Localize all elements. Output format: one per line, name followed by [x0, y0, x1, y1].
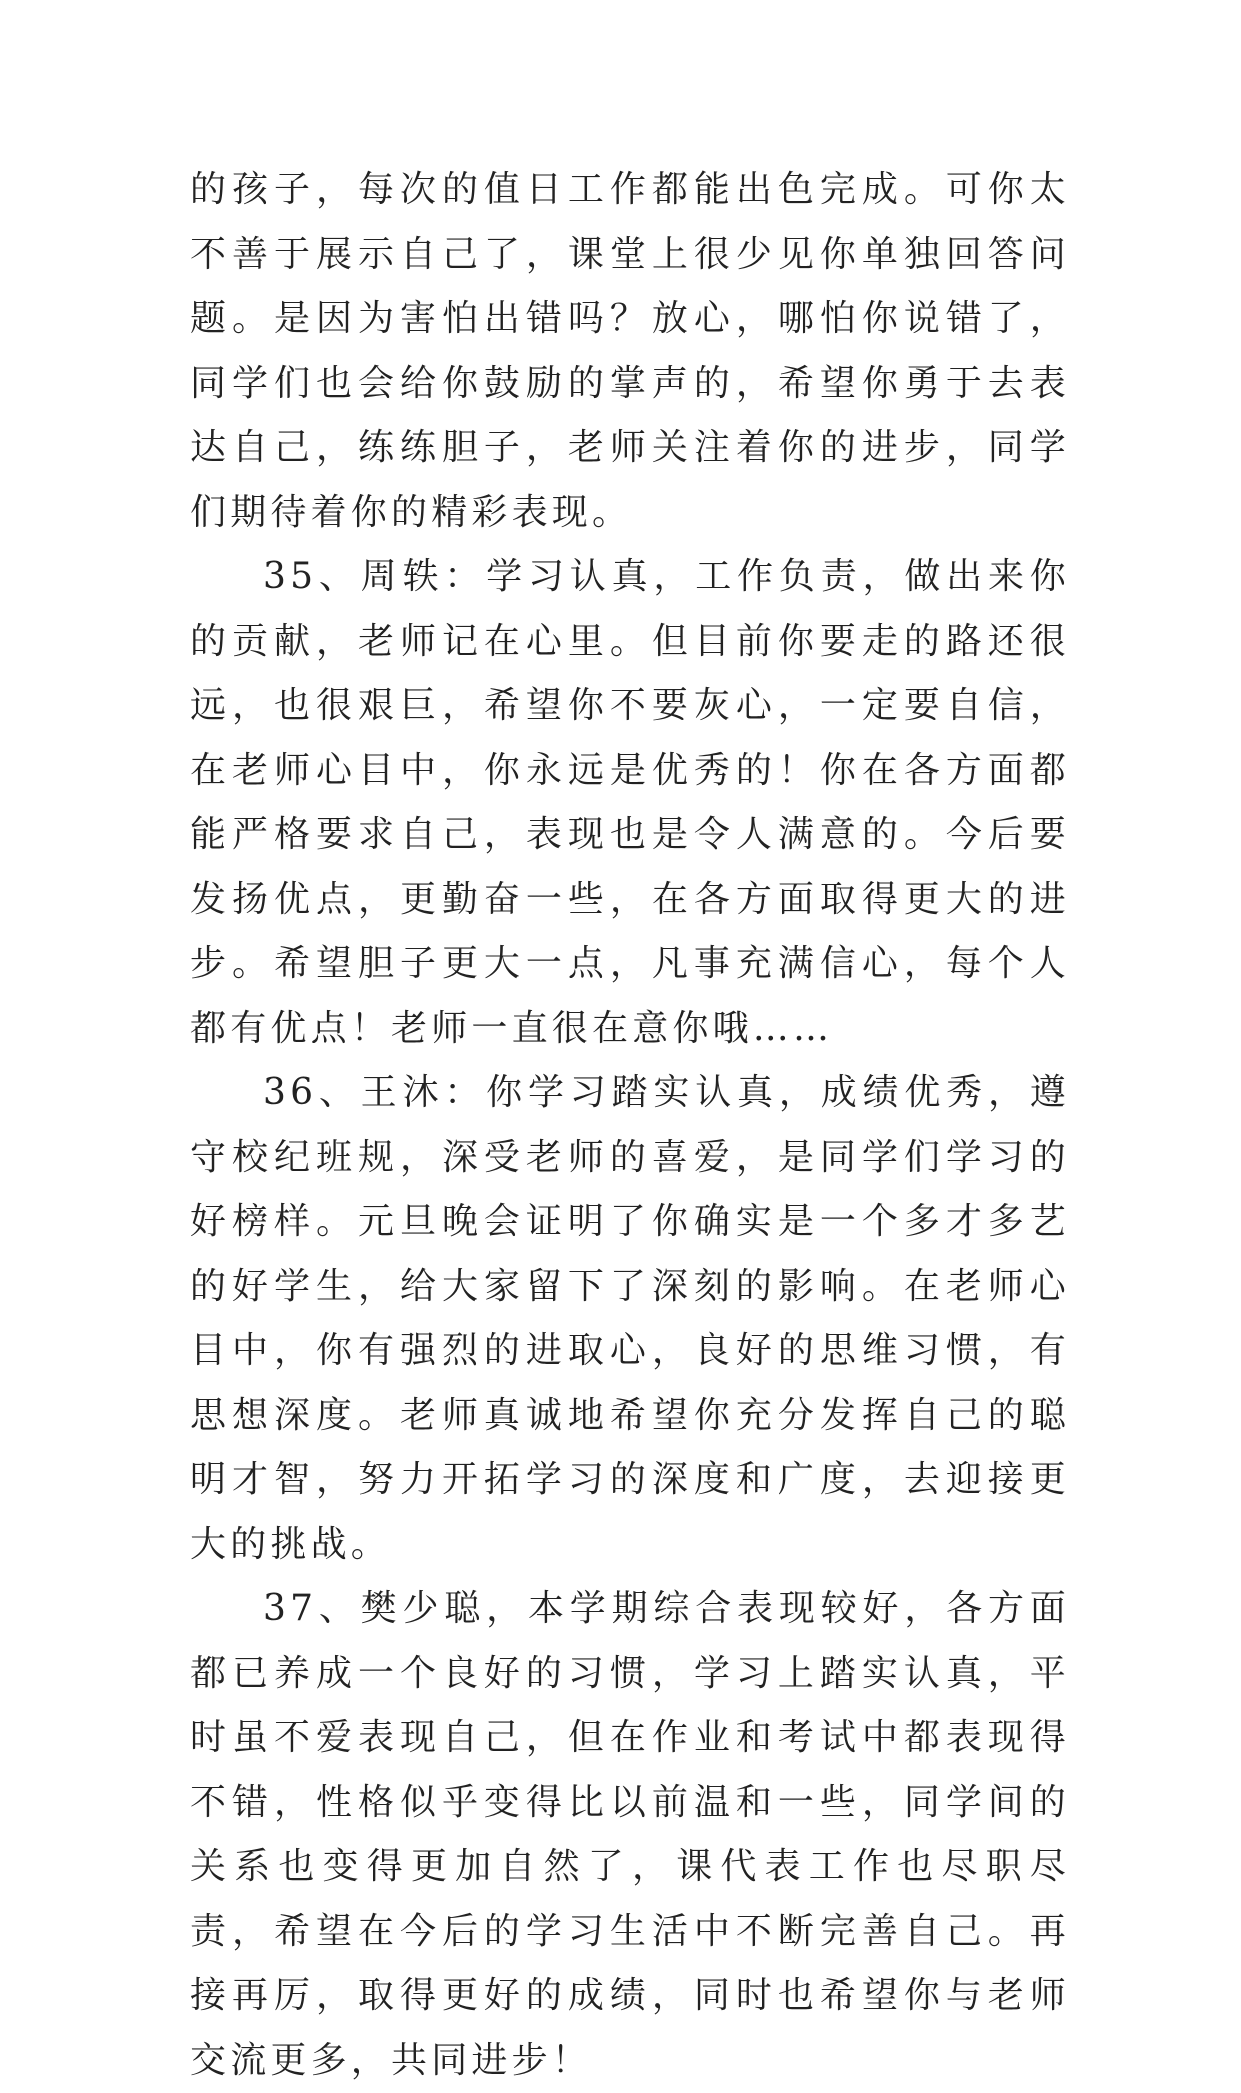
paragraph-continued: 的孩子，每次的值日工作都能出色完成。可你太不善于展示自己了，课堂上很少见你单独回答问题。是因为害怕出错吗？放心，哪怕你说错了，同学们也会给你鼓励的掌声的，希望你勇于去表达自己，练练胆子，老师关注着你的进步，同学们期待着你的精彩表现。	[190, 169, 1070, 533]
document-body	[190, 158, 1070, 2093]
paragraph-35-zhou-yi: 35、周轶：学习认真，工作负责，做出来你的贡献，老师记在心里。但目前你要走的路还很远，也很艰巨，希望你不要灰心，一定要自信，在老师心目中，你永远是优秀的！你在各方面都能严格要求自己，表现也是令人满意的。今后要发扬优点，更勤奋一些，在各方面取得更大的进步。希望胆子更大一点，凡事充满信心，每个人都有优点！老师一直很在意你哦……	[190, 556, 1070, 1049]
paragraph-37-fan-shaocong: 37、樊少聪，本学期综合表现较好，各方面都已养成一个良好的习惯，学习上踏实认真，平时虽不爱表现自己，但在作业和考试中都表现得不错，性格似乎变得比以前温和一些，同学间的关系也变得更加自然了，课代表工作也尽职尽责，希望在今后的学习生活中不断完善自己。再接再厉，取得更好的成绩，同时也希望你与老师交流更多，共同进步！	[190, 1588, 1070, 2081]
paragraph-36-wang-mu: 36、王沐：你学习踏实认真，成绩优秀，遵守校纪班规，深受老师的喜爱，是同学们学习的好榜样。元旦晚会证明了你确实是一个多才多艺的好学生，给大家留下了深刻的影响。在老师心目中，你有强烈的进取心，良好的思维习惯，有思想深度。老师真诚地希望你充分发挥自己的聪明才智，努力开拓学习的深度和广度，去迎接更大的挑战。	[190, 1072, 1070, 1565]
